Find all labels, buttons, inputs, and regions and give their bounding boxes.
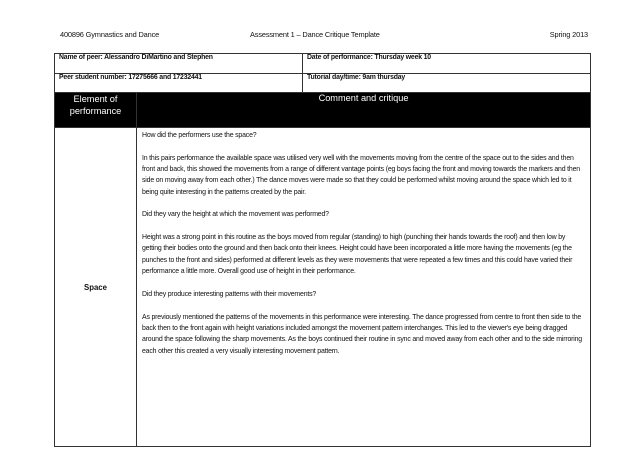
answer-patterns: As previously mentioned the patterns of the movements in this performance were interesting. The dance progressed from centre to front then side to the back then to the front again with height variations included amongst the movement pattern interchanges. This led to the viewer's eye being dragged around the space following the sharp movements. As the boys continued their routine in sync and moved away from each other and to the side mirroring each other this created a very visually interesting movement pattern. <box>142 313 582 355</box>
question-height: Did they vary the height at which the movement was performed? <box>142 211 329 219</box>
element-header-line2: performance <box>69 106 122 116</box>
performance-date: Date of performance: Thursday week 10 <box>307 54 431 61</box>
info-row-student <box>55 74 591 93</box>
answer-space: In this pairs performance the available space was utilised very well with the movements moving from the centre of the space out to the sides and then front and back, this showed the movements from a range of different vantage points (eg boys facing the front and moving towards the markers and then side on moving away from each other.) The dance moves were made so that they could be performed whilst moving around the space which led to it being quite interesting in the patterns created by the pair. <box>142 154 580 196</box>
element-header <box>55 93 137 128</box>
student-number: Peer student number: 17275666 and 17232441 <box>59 74 202 81</box>
performance-date-cell <box>303 54 591 74</box>
critique-table <box>54 53 591 447</box>
element-name: Space <box>55 128 137 447</box>
comment-cell <box>137 128 591 447</box>
course-title: 400896 Gymnastics and Dance <box>60 30 160 39</box>
comment-header: Comment and critique <box>137 93 591 128</box>
answer-height: Height was a strong point in this routine as the boys moved from regular (standing) to high (punching their hands towards the roof) and then low by getting their bodies onto the ground and then back onto their knees. Height could have been incorporated a little more having the movements (eg the punches to the front and sides) performed at different levels as they were movements that were repeated a few times and this could have varied their performance a little more. Overall good use of height in their performance. <box>142 234 573 276</box>
question-patterns: Did they produce interesting patterns with their movements? <box>142 290 317 298</box>
peer-name-cell <box>55 54 303 74</box>
table-row <box>55 128 591 447</box>
semester-label: Spring 2013 <box>549 30 588 39</box>
table-head-row <box>55 93 591 128</box>
student-number-cell <box>55 74 303 93</box>
element-header-line1: Element of <box>73 94 118 104</box>
question-space: How did the performers use the space? <box>142 132 257 139</box>
info-row-peer <box>55 54 591 74</box>
tutorial-time-cell <box>303 74 591 93</box>
document-title: Assessment 1 – Dance Critique Template <box>250 30 380 39</box>
page-header <box>60 30 588 42</box>
tutorial-time: Tutorial day/time: 9am thursday <box>307 74 406 81</box>
peer-name: Name of peer: Alessandro DiMartino and Stephen <box>59 54 213 61</box>
